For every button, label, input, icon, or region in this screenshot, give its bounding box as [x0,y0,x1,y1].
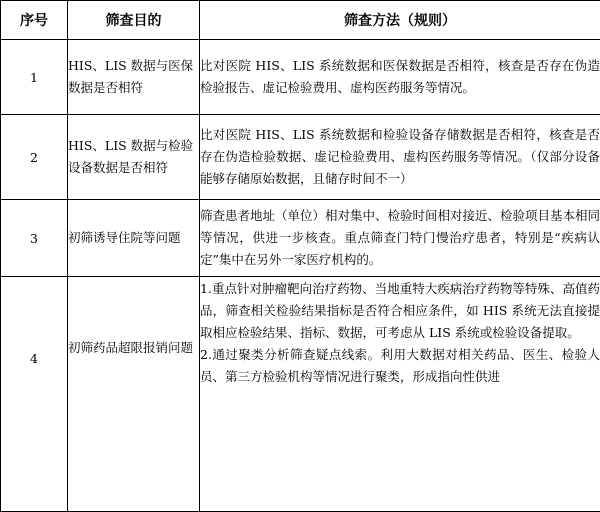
row-purpose: HIS、LIS 数据与医保数据是否相符 [68,40,200,115]
table-row [1,277,600,512]
table-header-row [1,1,600,40]
row-number: 1 [1,40,68,115]
header-screening-method: 筛查方法（规则） [200,1,600,40]
row-purpose: 初筛诱导住院等问题 [68,200,200,277]
row-number: 3 [1,200,68,277]
row-method [200,277,600,512]
row-purpose: HIS、LIS 数据与检验设备数据是否相符 [68,115,200,200]
row-method: 比对医院 HIS、LIS 系统数据和检验设备存储数据是否相符，核查是否存在伪造检验数据、虚记检验费用、虚构医药服务等情况。（仅部分设备能够存储原始数据，且储存时间不一） [200,115,600,200]
table-row [1,115,600,200]
row-number: 4 [1,277,68,512]
table-row [1,40,600,115]
row-number: 2 [1,115,68,200]
table-row [1,200,600,277]
row-purpose: 初筛药品超限报销问题 [68,277,200,512]
header-serial-number: 序号 [1,1,68,40]
method-step-2: 2.通过聚类分析筛查疑点线索。利用大数据对相关药品、医生、检验人员、第三方检验机构等情况进行聚类，形成指向性供进 [200,344,600,388]
header-screening-purpose: 筛查目的 [68,1,200,40]
method-step-1: 1.重点针对肿瘤靶向治疗药物、当地重特大疾病治疗药物等特殊、高值药品，筛查相关检验结果指标是否符合相应条件，如 HIS 系统无法直接提取相应检验结果、指标、数据，可考虑从 LIS 系统或检验设备提取。 [200,278,600,344]
row-method: 比对医院 HIS、LIS 系统数据和医保数据是否相符，核查是否存在伪造检验报告、虚记检验费用、虚构医药服务等情况。 [200,40,600,115]
row-method: 筛查患者地址（单位）相对集中、检验时间相对接近、检验项目基本相同等情况，供进一步核查。重点筛查门特门慢治疗患者，特别是“疾病认定”集中在另外一家医疗机构的。 [200,200,600,277]
